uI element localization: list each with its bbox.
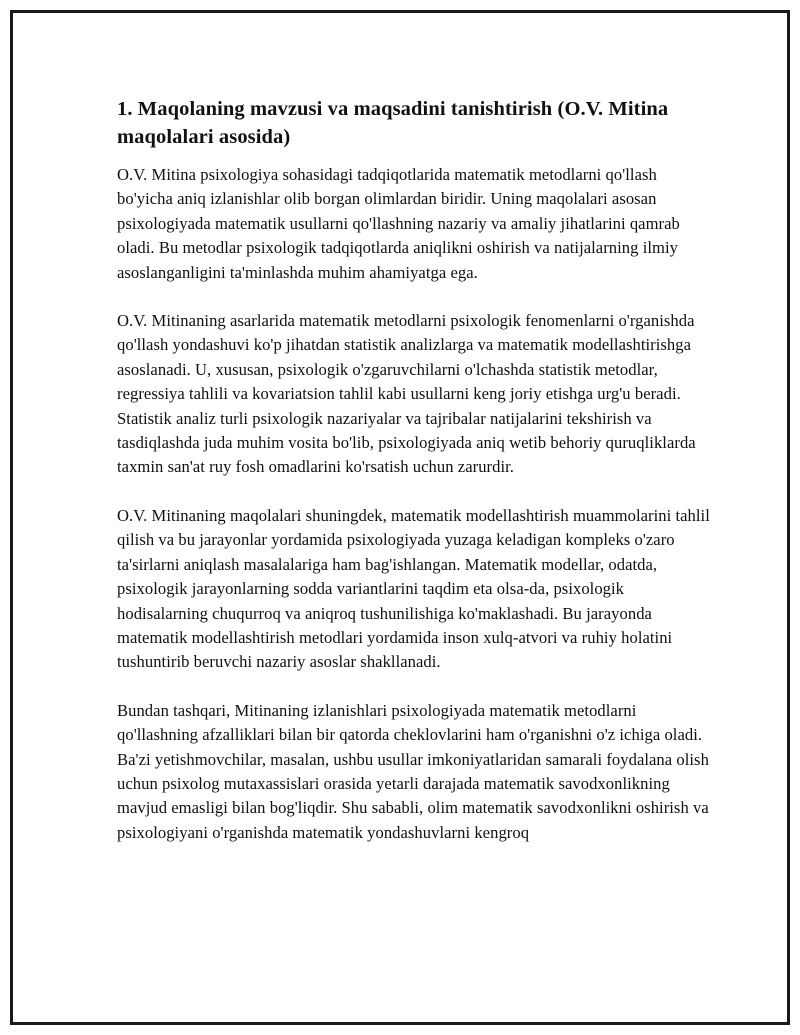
- paragraph-2: O.V. Mitinaning asarlarida matematik metodlarni psixologik fenomenlarni o'rganishda qo'llash yondashuvi ko'p jihatdan statistik analizlarga va matematik modellashtirishga asoslanadi. U, xususan, psixologik o'zgaruvchilarni o'lchashda statistik metodlar, regressiya tahlili va kovariatsion tahlil kabi usullarni keng joriy etishga urg'u beradi. Statistik analiz turli psixologik nazariyalar va tajribalar natijalarini tekshirish va tasdiqlashda juda muhim vosita bo'lib, psixologiyada aniq wetib behoriy quruqliklarda taxmin san'at ruy fosh omadlarini ko'rsatish uchun zarurdir.: [117, 311, 696, 477]
- paragraph-1: O.V. Mitina psixologiya sohasidagi tadqiqotlarida matematik metodlarni qo'llash bo'yicha aniq izlanishlar olib borgan olimlardan biridir. Uning maqolalari asosan psixologiyada matematik usullarni qo'llashning nazariy va amaliy jihatlarini qamrab oladi. Bu metodlar psixologik tadqiqotlarda aniqlikni oshirish va natijalarning ilmiy asoslanganligini ta'minlashda muhim ahamiyatga ega.: [117, 165, 680, 282]
- paragraph-3: O.V. Mitinaning maqolalari shuningdek, matematik modellashtirish muammolarini tahlil qilish va bu jarayonlar yordamida psixologiyada yuzaga keladigan kompleks o'zaro ta'sirlarni aniqlash masalalariga ham bag'ishlangan. Matematik modellar, odatda, psixologik jarayonlarning sodda variantlarini taqdim eta olsa-da, psixologik hodisalarning chuqurroq va aniqroq tushunilishiga ko'maklashadi. Bu jarayonda matematik modellashtirish metodlari yordamida inson xulq-atvori va ruhiy holatini tushuntirib beruvchi nazariy asoslar shakllanadi.: [117, 505, 710, 672]
- document-body: [117, 95, 715, 869]
- paragraph-4: Bundan tashqari, Mitinaning izlanishlari psixologiyada matematik metodlarni qo'llashning afzalliklari bilan bir qatorda cheklovlarini ham o'rganishni o'z ichiga oladi. Ba'zi yetishmovchilar, masalan, ushbu usullar imkoniyatlaridan samarali foydalana olish uchun psixolog mutaxassislari orasida yetarli darajada matematik savodxonlikning mavjud emasligi bilan bog'liqdir. Shu sababli, olim matematik savodxonlikni oshirish va psixologiyani o'rganishda matematik yondashuvlarni kengroq: [117, 700, 709, 842]
- page-frame: [10, 10, 790, 1025]
- section-heading: 1. Maqolaning mavzusi va maqsadini tanishtirish (O.V. Mitina maqolalari asosida): [117, 98, 669, 148]
